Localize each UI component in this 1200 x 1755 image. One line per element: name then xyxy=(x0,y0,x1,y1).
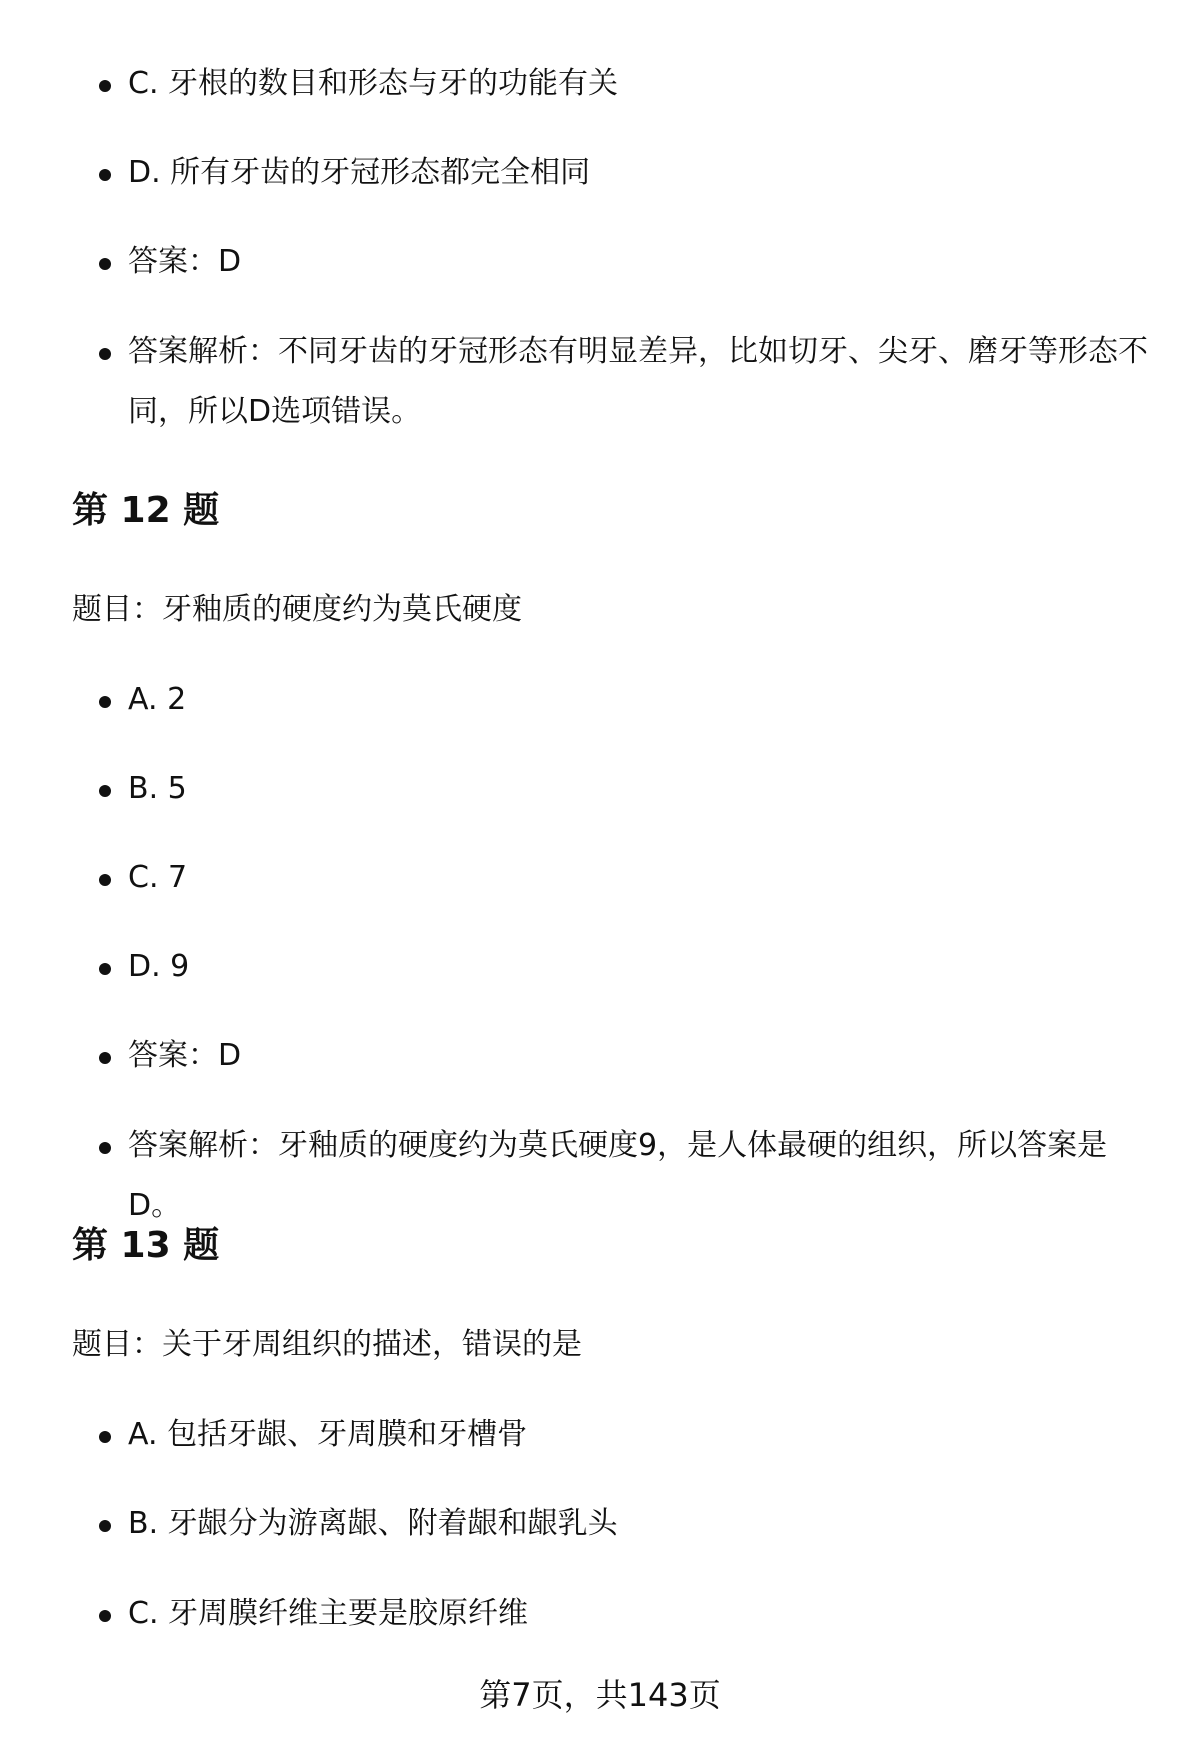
question-heading: 第 12 题 xyxy=(72,490,220,531)
option-text: B. 牙龈分为游离龈、附着龈和龈乳头 xyxy=(128,1506,618,1541)
bullet-icon xyxy=(99,874,111,886)
bullet-icon xyxy=(99,696,111,708)
explanation-text: 答案解析：牙釉质的硬度约为莫氏硬度9，是人体最硬的组织，所以答案是D。 xyxy=(128,1128,1108,1223)
option-text: A. 2 xyxy=(128,682,187,717)
option-text: D. 所有牙齿的牙冠形态都完全相同 xyxy=(128,155,591,190)
option-text: B. 5 xyxy=(128,771,187,806)
option-text: A. 包括牙龈、牙周膜和牙槽骨 xyxy=(128,1417,528,1452)
bullet-icon xyxy=(99,1052,111,1064)
page-number-footer: 第7页，共143页 xyxy=(479,1676,721,1714)
bullet-icon xyxy=(99,1610,111,1622)
explanation-text: 答案解析：不同牙齿的牙冠形态有明显差异，比如切牙、尖牙、磨牙等形态不同，所以D选项错误。 xyxy=(128,334,1148,429)
bullet-icon xyxy=(99,785,111,797)
answer-text: 答案：D xyxy=(128,1038,242,1073)
question-stem: 题目：关于牙周组织的描述，错误的是 xyxy=(72,1327,582,1362)
answer-text: 答案：D xyxy=(128,244,242,279)
option-text: D. 9 xyxy=(128,949,190,984)
bullet-icon xyxy=(99,963,111,975)
bullet-icon xyxy=(99,348,111,360)
bullet-icon xyxy=(99,1520,111,1532)
bullet-icon xyxy=(99,1142,111,1154)
question-stem: 题目：牙釉质的硬度约为莫氏硬度 xyxy=(72,592,522,627)
option-text: C. 7 xyxy=(128,860,188,895)
bullet-icon xyxy=(99,80,111,92)
question-heading: 第 13 题 xyxy=(72,1225,220,1266)
option-text: C. 牙根的数目和形态与牙的功能有关 xyxy=(128,66,619,101)
bullet-icon xyxy=(99,1431,111,1443)
bullet-icon xyxy=(99,169,111,181)
bullet-icon xyxy=(99,258,111,270)
option-text: C. 牙周膜纤维主要是胶原纤维 xyxy=(128,1596,529,1631)
